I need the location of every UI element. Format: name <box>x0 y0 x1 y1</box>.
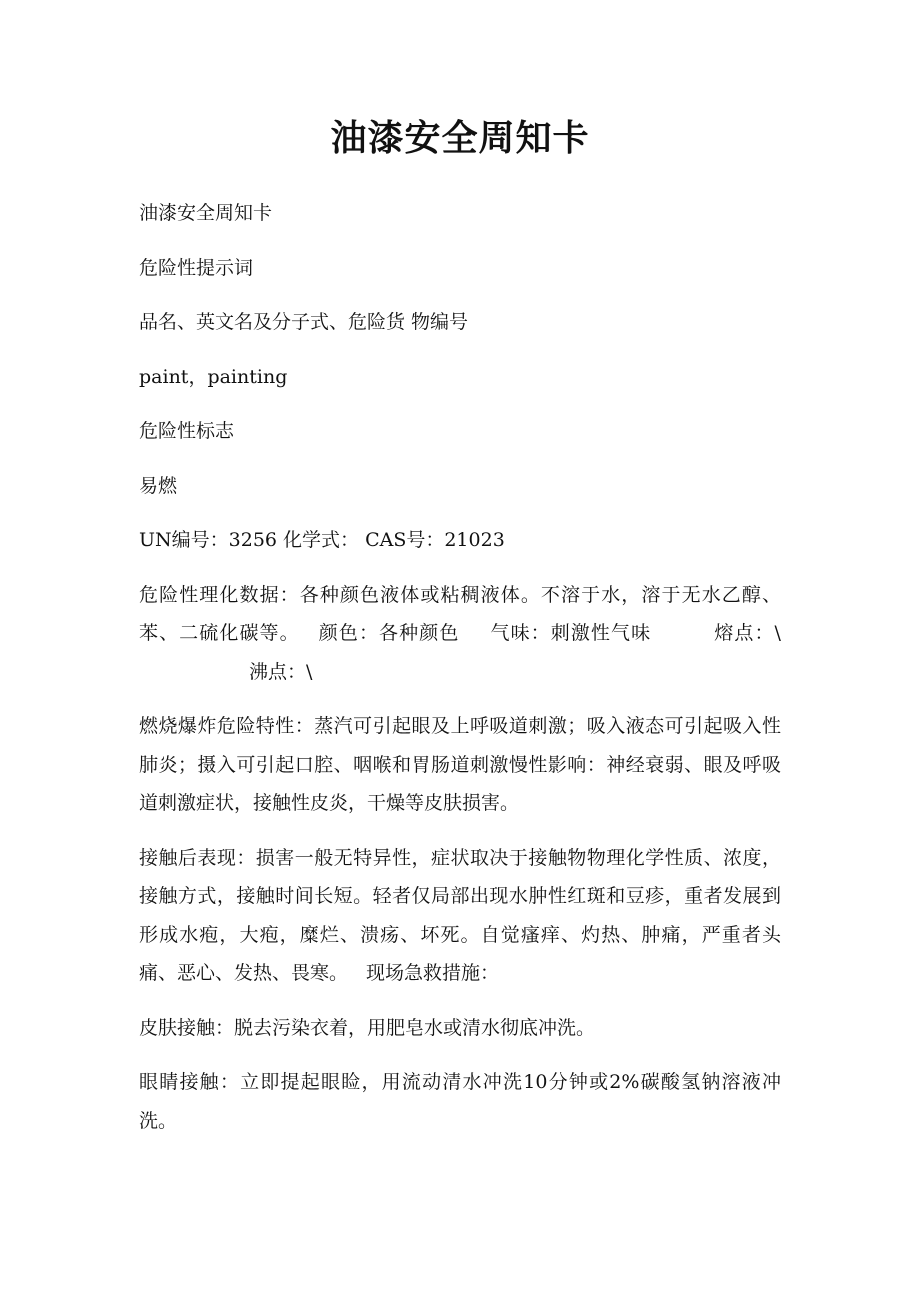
paragraph-card-name: 油漆安全周知卡 <box>139 202 273 224</box>
physchem-melting: 熔点：\ <box>713 622 781 644</box>
physchem-color: 颜色：各种颜色 <box>317 622 460 644</box>
paragraph-eye-contact: 眼睛接触：立即提起眼睑，用流动清水冲洗10分钟或2%碳酸氢钠溶液冲洗。 <box>139 1071 781 1132</box>
paragraph-product-name: 品名、英文名及分子式、危险货 物编号 <box>139 311 469 333</box>
paragraph-hazard-sign: 危险性标志 <box>139 420 235 442</box>
physchem-main: 危险性理化数据：各种颜色液体或粘稠液体。不溶于水，溶于无水乙醇、苯、二硫化碳等。 <box>139 583 781 644</box>
paragraph-flammable: 易燃 <box>139 474 178 497</box>
paragraph-exposure <box>139 839 781 993</box>
paragraph-english-name: paint，painting <box>139 365 288 388</box>
paragraph-combustion: 燃烧爆炸危险特性：蒸汽可引起眼及上呼吸道刺激；吸入液态可引起吸入性肺炎；摄入可引起口腔、咽喉和胃肠道刺激慢性影响：神经衰弱、眼及呼吸道刺激症状，接触性皮炎，干燥等皮肤损害。 <box>139 715 781 814</box>
paragraph-physchem <box>139 576 781 692</box>
first-aid-heading: 现场急救措施： <box>366 962 500 984</box>
paragraph-skin-contact: 皮肤接触：脱去污染衣着，用肥皂水或清水彻底冲洗。 <box>139 1016 596 1039</box>
document-title: 油漆安全周知卡 <box>330 117 590 159</box>
paragraph-hazard-prompt: 危险性提示词 <box>139 256 254 279</box>
paragraph-un-number: UN编号：3256 化学式： CAS号：21023 <box>139 529 505 551</box>
physchem-boiling: 沸点：\ <box>249 660 313 683</box>
physchem-odor: 气味：刺激性气味 <box>489 622 652 644</box>
exposure-text: 接触后表现：损害一般无特异性，症状取决于接触物物理化学性质、浓度，接触方式，接触时间长短。轻者仅局部出现水肿性红斑和豆疹，重者发展到形成水疱，大疱，糜烂、溃疡、坏死。自觉瘙痒、灼热、肿痛，严重者头痛、恶心、发热、畏寒。 <box>139 846 781 984</box>
